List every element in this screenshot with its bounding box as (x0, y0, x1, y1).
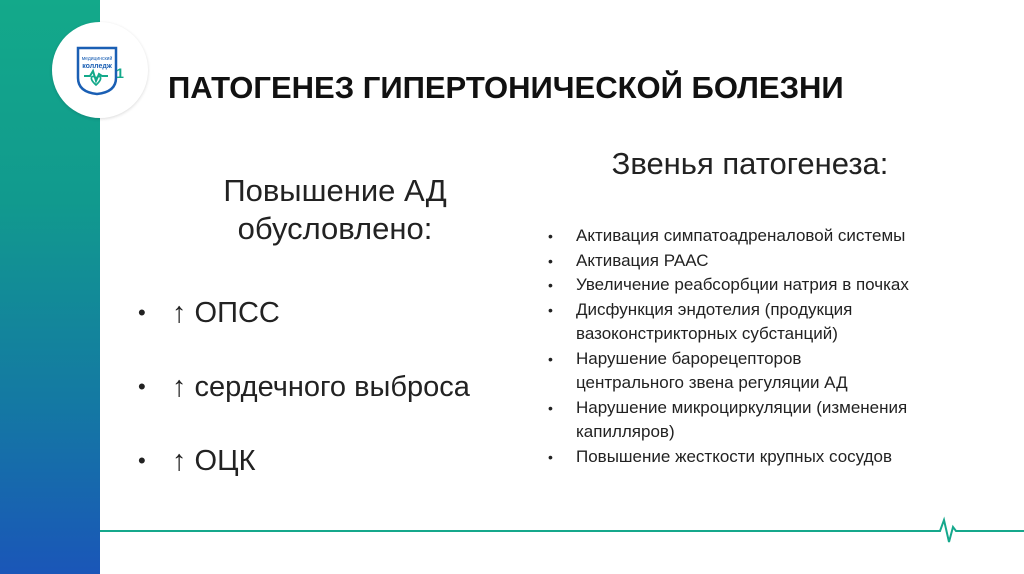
logo-text-top: медицинский (81, 56, 113, 62)
list-item-text: ↑ ОЦК (172, 444, 256, 477)
list-item-text: Активация РААС (576, 250, 709, 270)
bullet-icon: • (548, 228, 553, 244)
heartbeat-pulse-icon (930, 516, 970, 546)
college-logo (52, 22, 148, 118)
list-item-text: ↑ ОПСС (172, 296, 280, 329)
logo-text-main: колледж (82, 63, 112, 70)
list-item (548, 249, 1008, 274)
bullet-icon: • (138, 374, 146, 399)
list-item (548, 298, 1008, 347)
list-item (548, 273, 1008, 298)
college-logo-icon (76, 44, 126, 96)
list-item-text: ↑ сердечного выброса (172, 370, 470, 403)
bullet-icon: • (138, 448, 146, 473)
bullet-icon: • (138, 300, 146, 325)
page-title: ПАТОГЕНЕЗ ГИПЕРТОНИЧЕСКОЙ БОЛЕЗНИ (168, 70, 844, 105)
list-item (548, 445, 1008, 470)
bullet-icon: • (548, 252, 553, 269)
bullet-icon: • (548, 399, 553, 416)
bullet-icon: • (548, 277, 553, 293)
list-item-text: Увеличение реабсорбции натрия в почках (576, 275, 909, 294)
list-item (548, 224, 1008, 249)
list-item (548, 347, 1008, 396)
logo-number: 1 (116, 65, 124, 81)
list-item-text: Дисфункция эндотелия (продукция вазоконстрикторных субстанций) (576, 299, 853, 343)
bullet-icon: • (548, 350, 553, 367)
bullet-icon: • (548, 301, 553, 318)
right-heading: Звенья патогенеза: (611, 146, 889, 181)
right-bullet-list (548, 224, 1008, 469)
left-heading: Повышение АД обусловлено: (223, 173, 447, 246)
list-item-text: Нарушение барорецепторов центрального звена регуляции АД (576, 348, 848, 392)
list-item (138, 296, 470, 330)
list-item-text: Активация симпатоадреналовой системы (576, 226, 906, 245)
list-item (548, 396, 1008, 445)
list-item (138, 370, 470, 404)
list-item-text: Нарушение микроциркуляции (изменения капилляров) (576, 397, 908, 441)
bullet-icon: • (548, 448, 553, 465)
list-item-text: Повышение жесткости крупных сосудов (576, 446, 893, 466)
left-bullet-list (138, 296, 470, 518)
footer-divider (100, 530, 1024, 532)
list-item (138, 444, 470, 478)
